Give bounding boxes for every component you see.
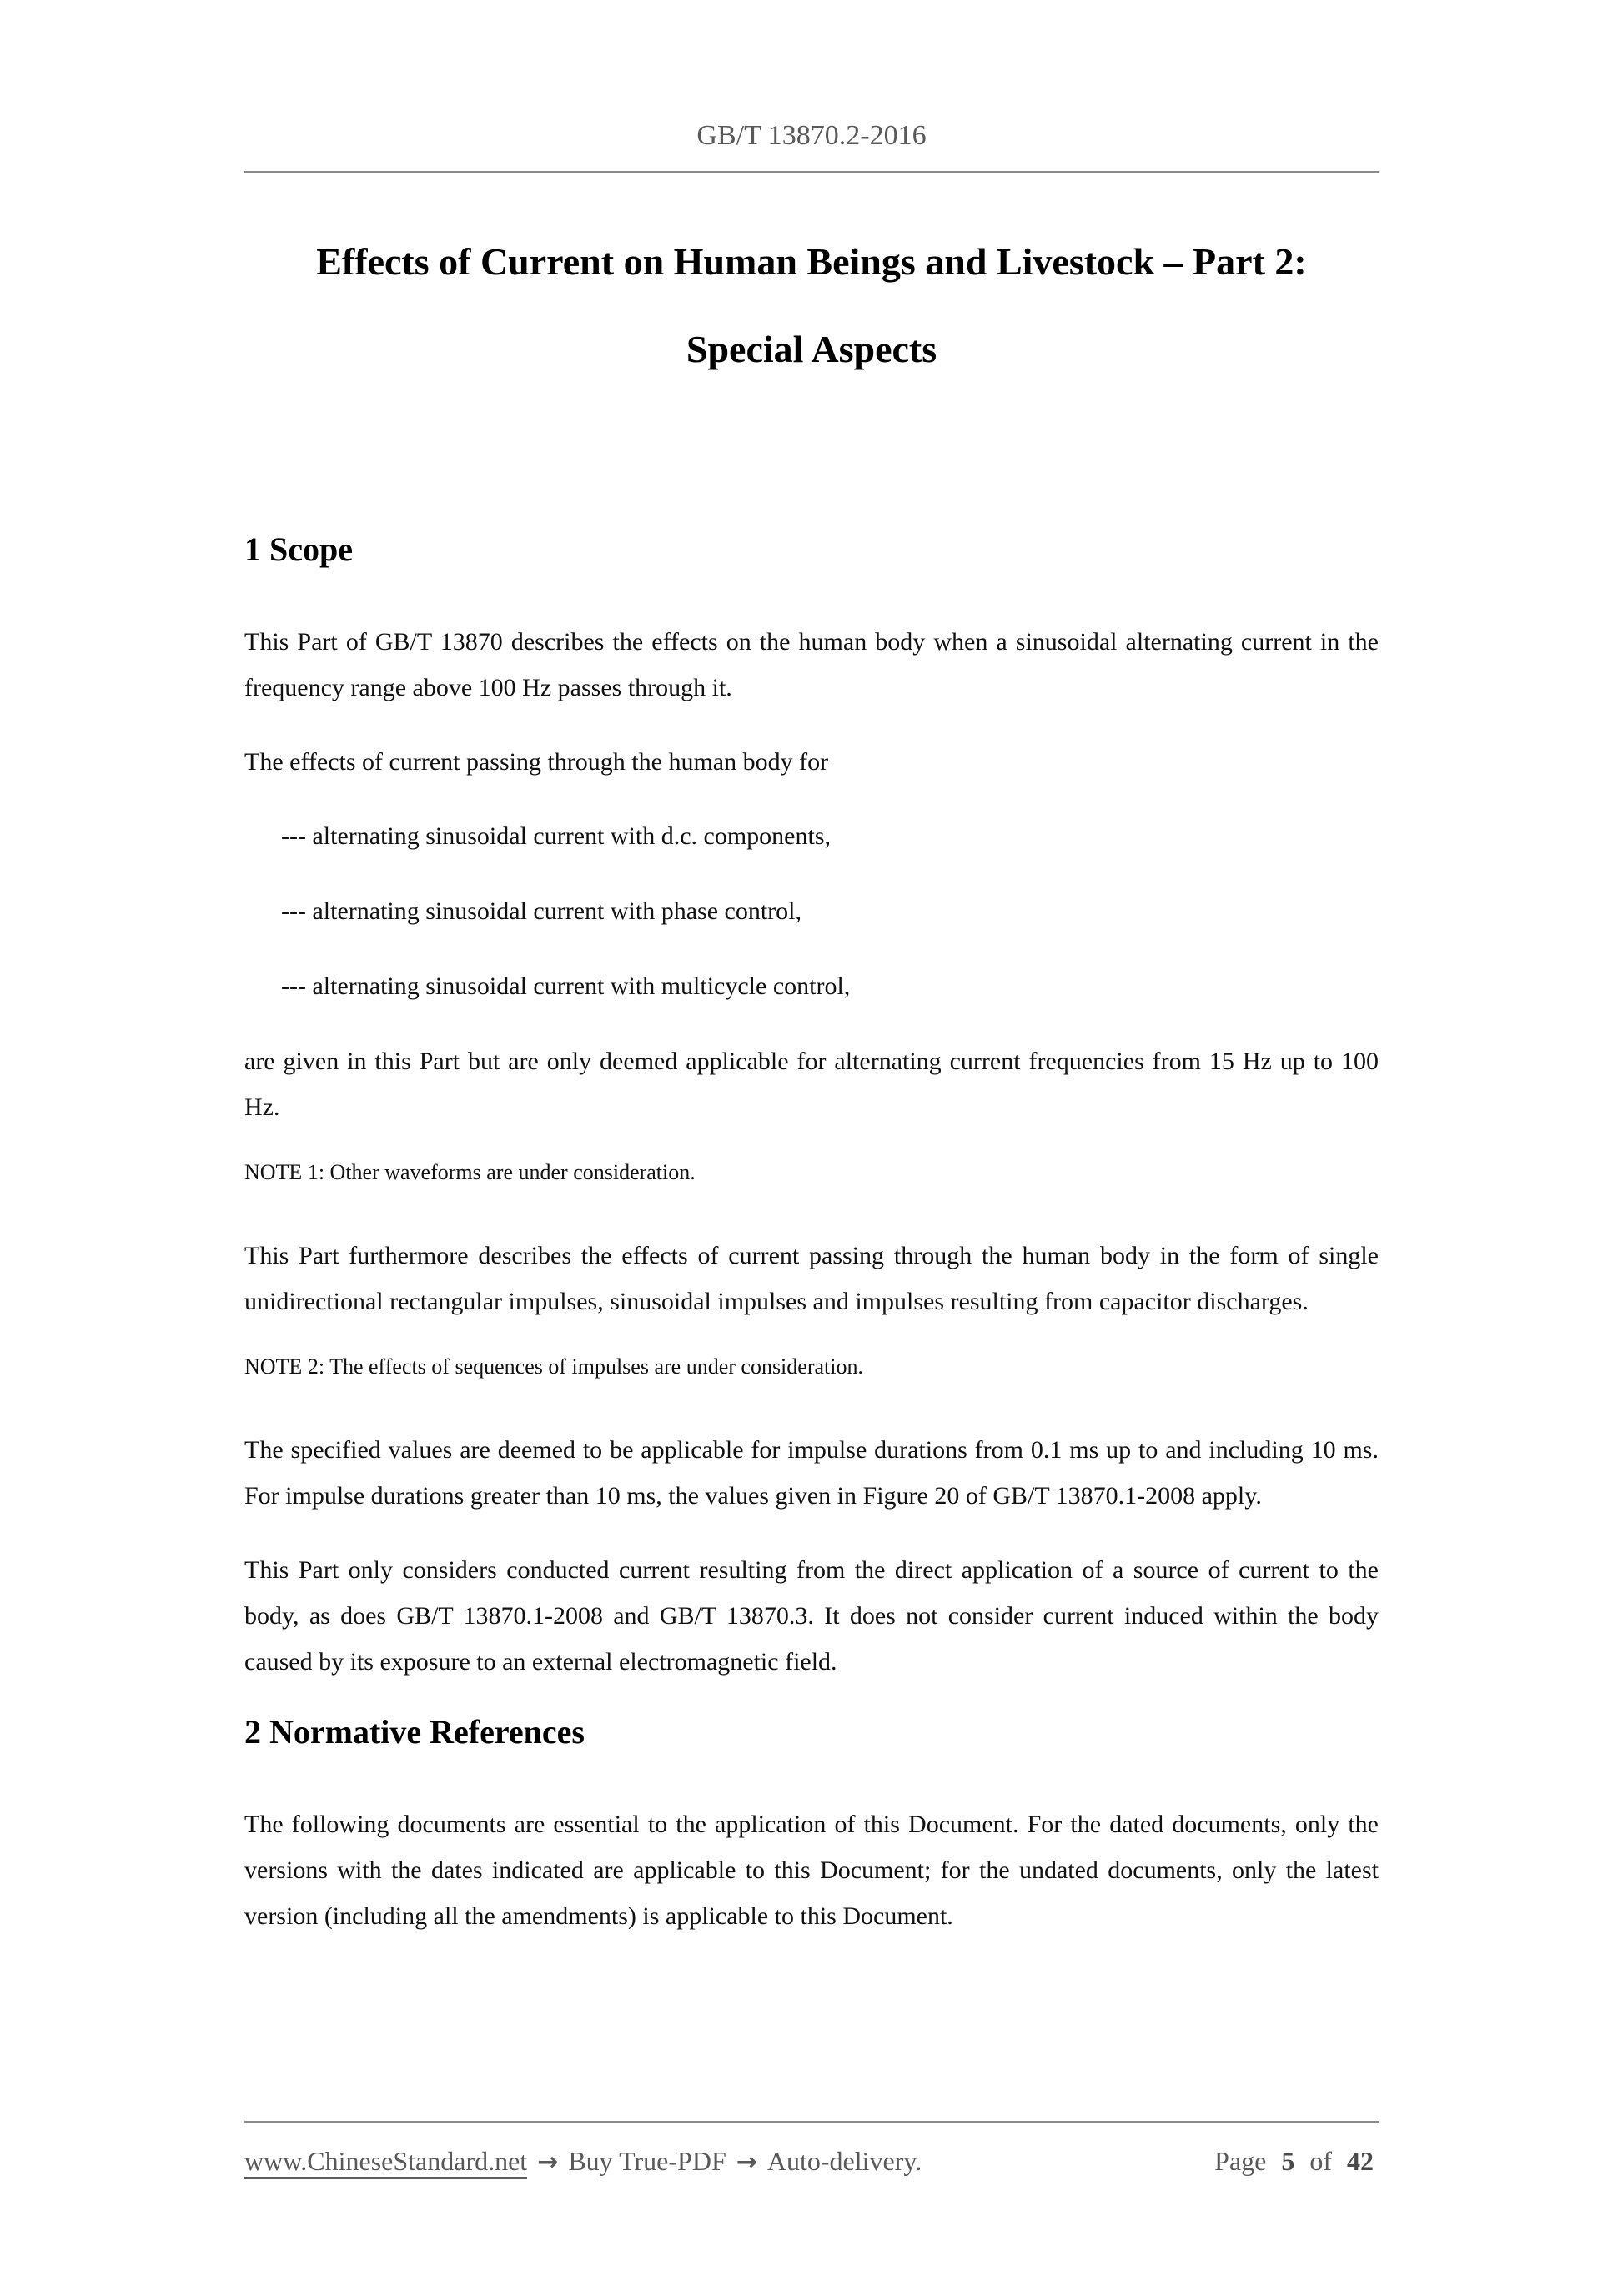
body-paragraph: The specified values are deemed to be applicable for impulse durations from 0.1 ms up to and including 10 ms. For impulse durations greater than 10 ms, the values given in Figure 20 of GB/T 13870.1-2008 apply. (244, 1435, 1379, 1510)
bullet-item: --- alternating sinusoidal current with phase control, (281, 897, 801, 925)
note-text: NOTE 2: The effects of sequences of impulses are under consideration. (244, 1354, 863, 1379)
note-text: NOTE 1: Other waveforms are under consideration. (244, 1159, 696, 1184)
document-title-line1: Effects of Current on Human Beings and Livestock – Part 2: (316, 240, 1307, 283)
right-arrow-icon: → (736, 2148, 757, 2177)
footer-promo (244, 2146, 922, 2179)
body-paragraph: The effects of current passing through the human body for (244, 747, 829, 776)
bullet-item: --- alternating sinusoidal current with d.c. components, (281, 821, 831, 850)
section-heading: 2 Normative References (244, 1712, 585, 1751)
section-heading: 1 Scope (244, 530, 353, 568)
bullet-item: --- alternating sinusoidal current with multicycle control, (281, 972, 851, 1000)
auto-delivery-text: Auto-delivery. (766, 2146, 922, 2176)
page-total: 42 (1347, 2146, 1374, 2176)
body-paragraph: The following documents are essential to the application of this Document. For the dated documents, only the versions with the dates indicated are applicable to this Document; for the undated documents, only the latest version (including all the amendments) is applicable to this Document. (244, 1810, 1379, 1930)
body-paragraph: This Part only considers conducted current resulting from the direct application of a source of current to the body, as does GB/T 13870.1-2008 and GB/T 13870.3. It does not consider current induced within the body caused by its exposure to an external electromagnetic field. (244, 1555, 1379, 1676)
document-content (244, 240, 1379, 1967)
page-label: Page (1214, 2146, 1267, 2176)
page-footer (244, 2121, 1379, 2179)
document-title-line2: Special Aspects (686, 327, 937, 370)
page-indicator (1211, 2146, 1379, 2177)
body-paragraph: This Part furthermore describes the effects of current passing through the human body in the form of single unidirectional rectangular impulses, sinusoidal impulses and impulses resulting from capacitor discharges. (244, 1241, 1379, 1315)
page-current: 5 (1281, 2146, 1295, 2176)
right-arrow-icon: → (537, 2148, 559, 2177)
document-blocks (244, 530, 1379, 1939)
buy-true-pdf-text: Buy True-PDF (568, 2146, 726, 2176)
body-paragraph: This Part of GB/T 13870 describes the effects on the human body when a sinusoidal alternating current in the frequency range above 100 Hz passes through it. (244, 627, 1379, 701)
body-paragraph: are given in this Part but are only deemed applicable for alternating current frequencies from 15 Hz up to 100 Hz. (244, 1047, 1379, 1121)
standard-number: GB/T 13870.2-2016 (696, 120, 927, 151)
of-label: of (1309, 2146, 1332, 2176)
site-link[interactable]: www.ChineseStandard.net (244, 2146, 527, 2179)
document-code-header (244, 119, 1379, 173)
